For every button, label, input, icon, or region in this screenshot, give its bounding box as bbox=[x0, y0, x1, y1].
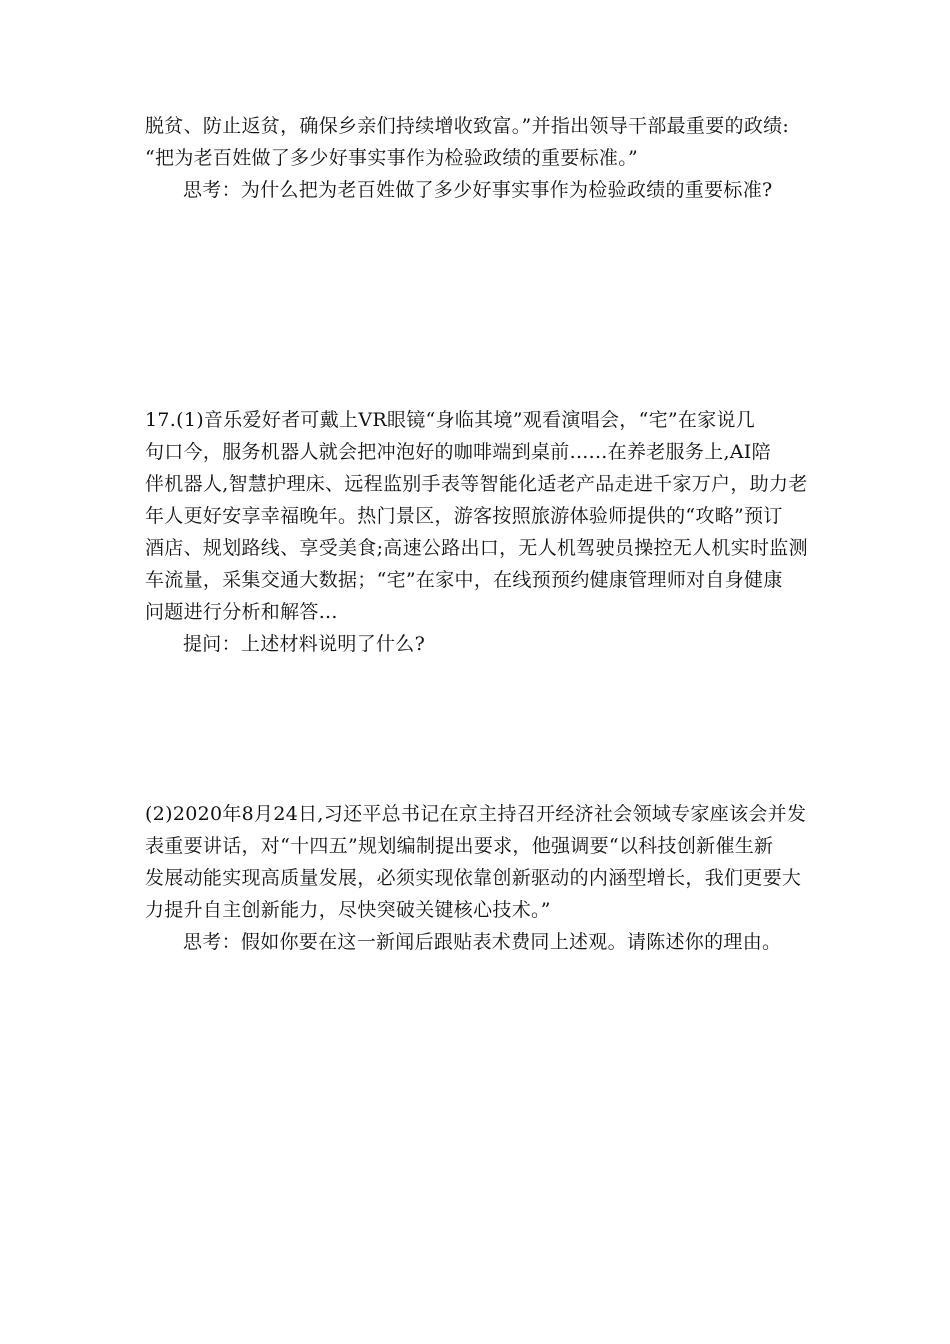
paragraph-line: 力提升自主创新能力，尽快突破关键核心技术。” bbox=[145, 899, 551, 921]
paragraph-line: 伴机器人,智慧护理床、远程监别手表等智能化适老产品走进千家万户，助力老 bbox=[145, 473, 808, 495]
ask-question: 提问：上述材料说明了什么? bbox=[183, 633, 426, 655]
paragraph-line: 发展动能实现高质量发展，必须实现依靠创新驱动的内涵型增长，我们更要大 bbox=[145, 867, 802, 889]
paragraph-line: “把为老百姓做了多少好事实事作为检验政绩的重要标准。” bbox=[145, 147, 639, 169]
paragraph-line: (2)2020年8月24日,习还平总书记在京主持召开经济社会领域专家座该会并发 bbox=[145, 803, 807, 825]
paragraph-line: 车流量，采集交通大数据；“宅”在家中，在线预预约健康管理师对自身健康 bbox=[145, 569, 783, 591]
question-17-part-2 bbox=[145, 798, 815, 958]
paragraph-line: 表重要讲话，对“十四五”规划编制提出要求，他强调要“以科技创新催生新 bbox=[145, 835, 774, 857]
paragraph-line: 句口今，服务机器人就会把冲泡好的咖啡端到桌前......在养老服务上,AI陪 bbox=[145, 441, 771, 463]
question-17-part-1 bbox=[145, 404, 815, 660]
paragraph-line: 酒店、规划路线、享受美食;高速公路出口，无人机驾驶员操控无人机实时监测 bbox=[145, 537, 808, 559]
thinking-question: 思考：假如你要在这一新闻后跟贴表术费同上述观。请陈述你的理由。 bbox=[183, 931, 782, 953]
paragraph-line: 年人更好安享幸福晚年。热门景区，游客按照旅游体验师提供的“攻略”预订 bbox=[145, 505, 783, 527]
paragraph-line: 问题进行分析和解答... bbox=[145, 601, 338, 623]
thinking-question: 思考：为什么把为老百姓做了多少好事实事作为检验政绩的重要标准? bbox=[183, 179, 773, 201]
paragraph-line: 脱贫、防止返贫，确保乡亲们持续增收致富。”并指出领导干部最重要的政绩: bbox=[145, 115, 790, 137]
paragraph-line: 17.(1)音乐爱好者可戴上VR眼镜“身临其境”观看演唱会，“宅”在家说几 bbox=[145, 409, 756, 431]
top-section bbox=[145, 110, 815, 206]
